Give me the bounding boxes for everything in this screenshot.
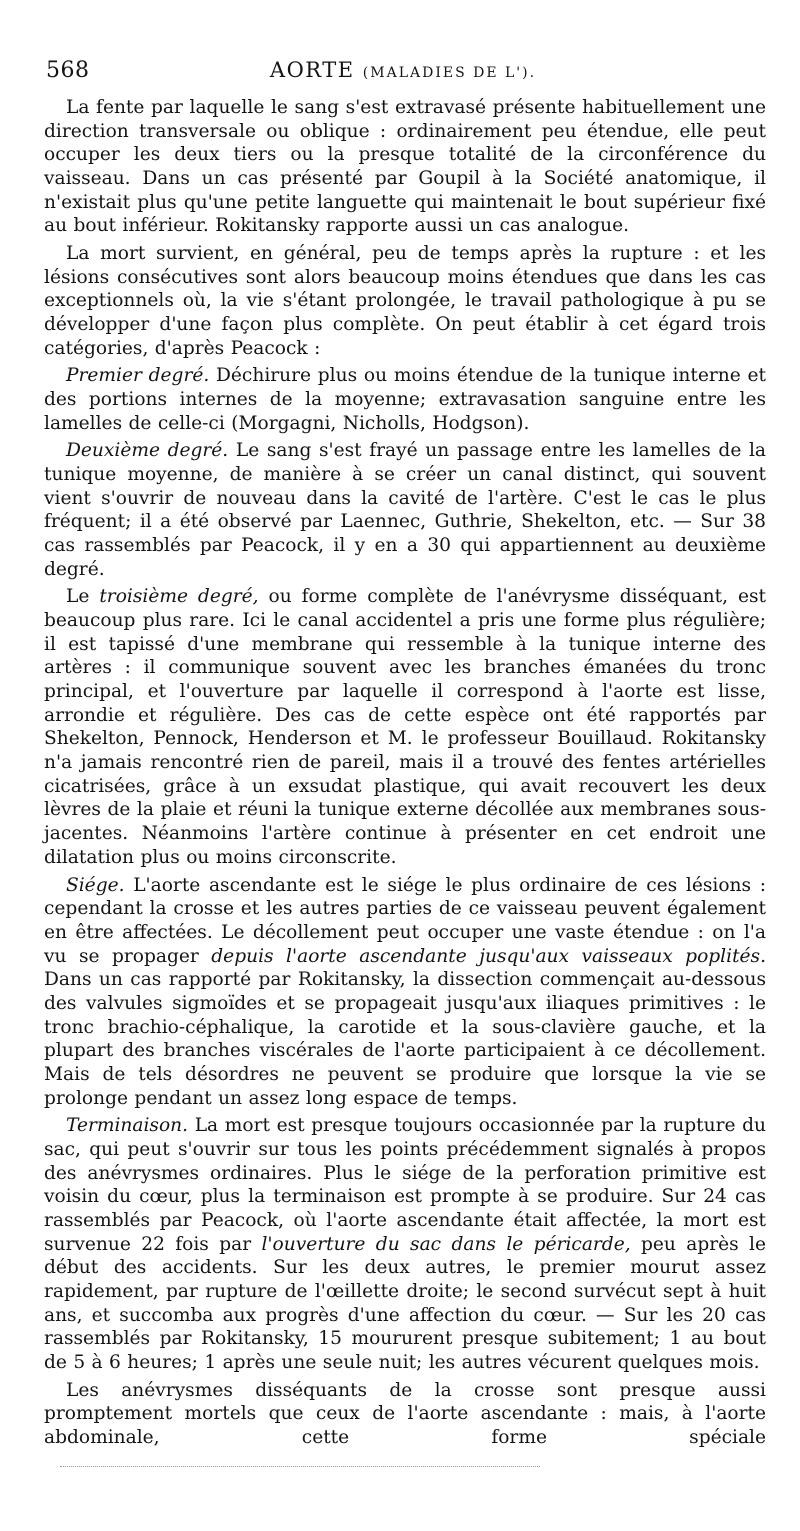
paragraph: [44, 1114, 766, 1374]
page-number: 568: [46, 58, 90, 83]
paragraph-text: La fente par laquelle le sang s'est extravasé présente habituellement une direction transversale ou oblique : ordinairement peu étendue, elle peut occuper les deux tiers ou la presque totalité de la circonférence du vaisseau. Dans un cas présenté par Goupil à la Société anatomique, il n'existait plus qu'une petite languette qui maintenait le bout supérieur fixé au bout inférieur. Rokitansky rapporte aussi un cas analogue.: [44, 97, 766, 237]
paragraph-text: La mort est presque toujours occasionnée par la rupture du sac, qui peut s'ouvrir sur tous les points précédemment signalés à propos des anévrysmes ordinaires. Plus le siége de la perforation primitive est voisin du cœur, plus la terminaison est prompte à se produire. Sur 24 cas rassemblés par Peacock, où l'aorte ascendante était affectée, la mort est survenue 22 fois par: [44, 1115, 766, 1255]
italic-text: Terminaison.: [66, 1115, 189, 1137]
paragraph: [44, 439, 766, 581]
paragraph-text: Le: [66, 586, 100, 608]
paragraph: [44, 96, 766, 238]
italic-text: Deuxième degré.: [66, 440, 229, 462]
paragraph-text: Le sang s'est frayé un passage entre les lamelles de la tunique moyenne, de manière à se créer un canal distinct, qui souvent vient s'ouvrir de nouveau dans la cavité de l'artère. C'est le cas le plus fréquent; il a été observé par Laennec, Guthrie, Shekelton, etc. — Sur 38 cas rassemblés par Peacock, il y en a 30 qui appartiennent au deuxième degré.: [44, 440, 766, 580]
paragraph-text: Déchirure plus ou moins étendue de la tunique interne et des portions internes de la moyenne; extravasation sanguine entre les lamelles de celle-ci (Morgagni, Nicholls, Hodgson).: [44, 365, 766, 434]
paragraph-text: peu après le début des accidents. Sur les deux autres, le premier mourut assez rapidement, par rupture de l'œillette droite; le second survécut sept à huit ans, et succomba aux progrès d'une affection du cœur. — Sur les 20 cas rassemblés par Rokitansky, 15 moururent presque subitement; 1 au bout de 5 à 6 heures; 1 après une seule nuit; les autres vécurent quelques mois.: [44, 1233, 766, 1373]
italic-text: l'ouverture du sac dans le péricarde,: [261, 1233, 631, 1255]
paragraph: [44, 364, 766, 435]
paragraph: [44, 242, 766, 360]
italic-text: depuis l'aorte ascendante jusqu'aux vaisseaux poplités.: [211, 945, 766, 967]
body-text: [44, 96, 766, 1454]
paragraph-text: ou forme complète de l'anévrysme disséquant, est beaucoup plus rare. Ici le canal accidentel a pris une forme plus régulière; il est tapissé d'une membrane qui ressemble à la tunique interne des artères : il communique souvent avec les branches émanées du tronc principal, et l'ouverture par laquelle il correspond à l'aorte est lisse, arrondie et régulière. Des cas de cette espèce ont été rapportés par Shekelton, Pennock, Henderson et M. le professeur Bouillaud. Rokitansky n'a jamais rencontré rien de pareil, mais il a trouvé des fentes artérielles cicatrisées, grâce à un exsudat plastique, qui avait recouvert les deux lèvres de la plaie et réuni la tunique externe décollée aux membranes sous-jacentes. Néanmoins l'artère continue à présenter en cet endroit une dilatation plus ou moins circonscrite.: [44, 586, 767, 868]
italic-text: Premier degré.: [66, 365, 210, 387]
header-title-sub: (MALADIES DE L').: [362, 65, 537, 81]
italic-text: troisième degré,: [99, 586, 259, 608]
running-head: [44, 54, 762, 94]
paragraph-text: Les anévrysmes disséquants de la crosse sont presque aussi promptement mortels que ceux de l'aorte ascendante : mais, à l'aorte abdominale, cette forme spéciale: [44, 1379, 766, 1448]
paragraph-text: La mort survient, en général, peu de temps après la rupture : et les lésions consécutives sont alors beaucoup moins étendues que dans les cas exceptionnels où, la vie s'étant prolongée, le travail pathologique à pu se développer d'une façon plus complète. On peut établir à cet égard trois catégories, d'après Peacock :: [44, 243, 766, 359]
paragraph: [44, 874, 766, 1111]
paragraph: [44, 585, 766, 869]
italic-text: Siége.: [66, 874, 125, 896]
header-title: [44, 58, 762, 82]
paragraph-text: L'aorte ascendante est le siége le plus ordinaire de ces lésions : cependant la crosse et les autres parties de ce vaisseau peuvent également en être affectées. Le décollement peut occuper une vaste étendue : on l'a vu se propager: [44, 874, 766, 967]
paragraph: [44, 1379, 766, 1450]
header-title-main: AORTE: [269, 58, 355, 82]
paragraph-text: Dans un cas rapporté par Rokitansky, la dissection commençait au-dessous des valvules sigmoïdes et se propageait jusqu'aux iliaques primitives : le tronc brachio-céphalique, la carotide et la sous-clavière gauche, et la plupart des branches viscérales de l'aorte participaient à ce décollement. Mais de tels désordres ne peuvent se produire que lorsque la vie se prolonge pendant un assez long espace de temps.: [44, 969, 766, 1109]
footer-rule: [60, 1466, 540, 1467]
